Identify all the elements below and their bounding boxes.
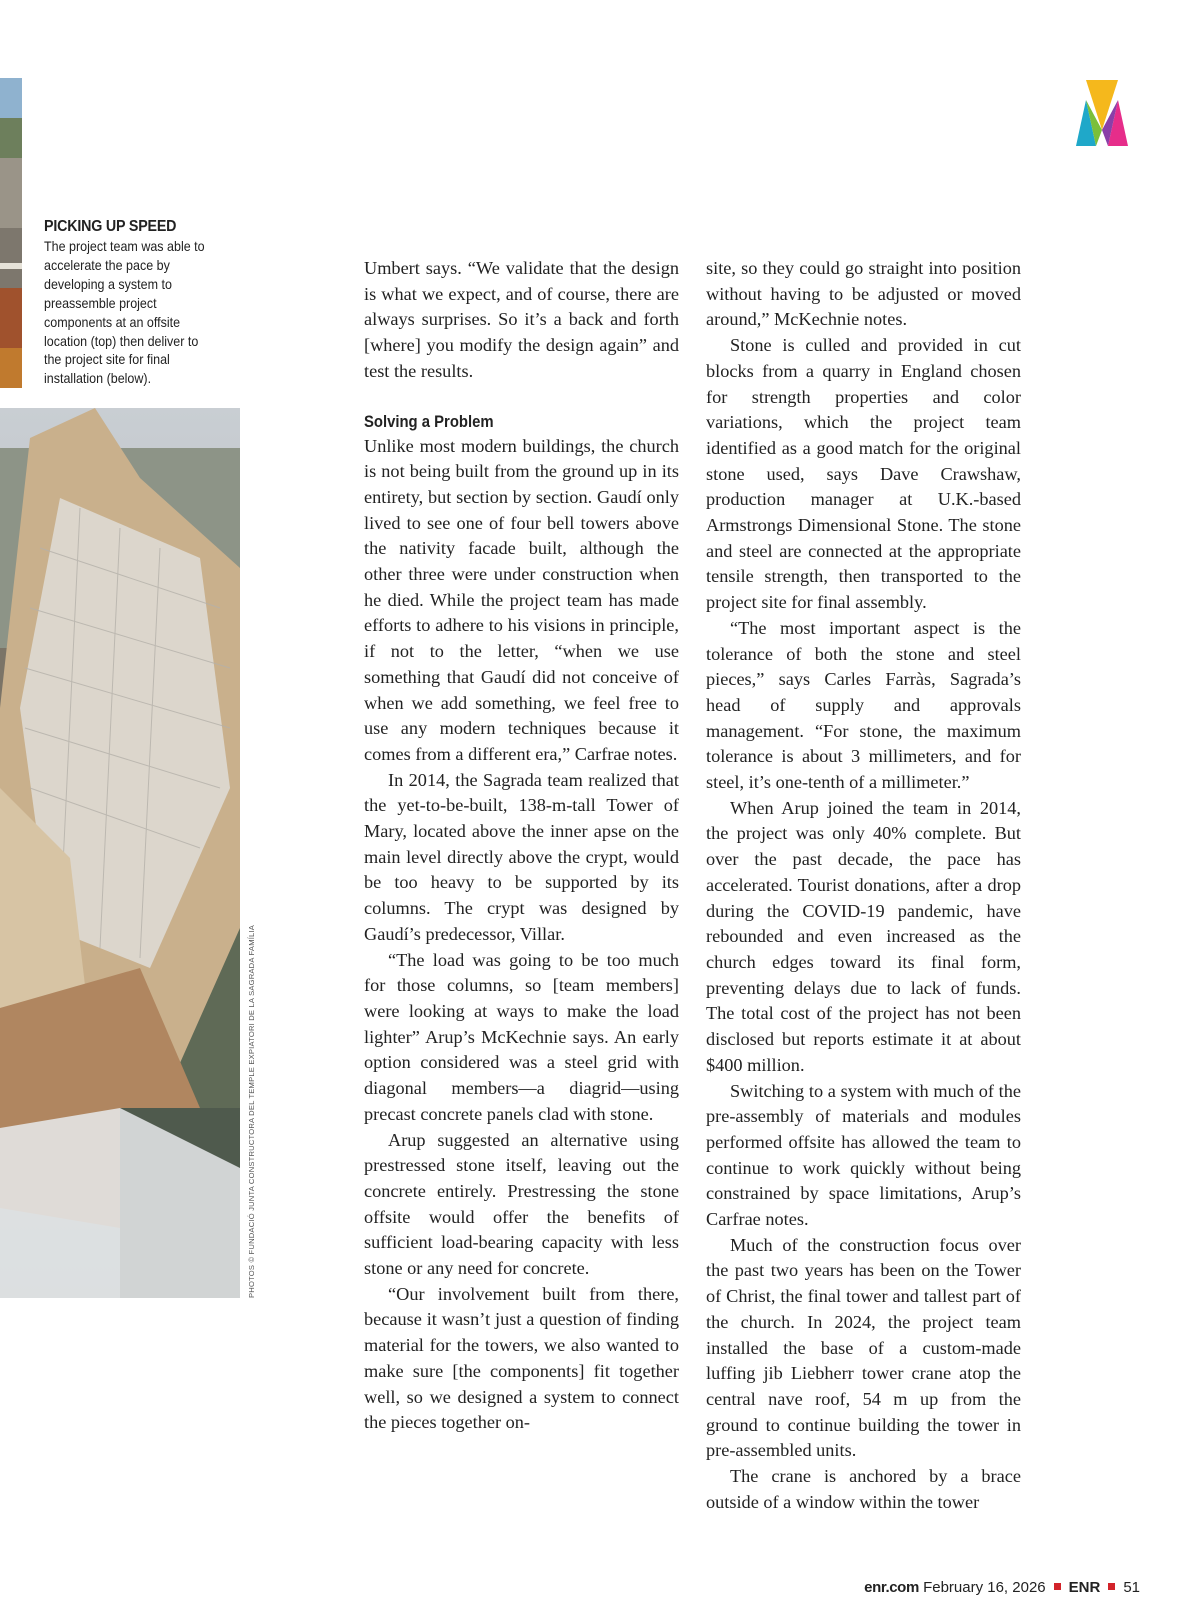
footer-site: enr.com bbox=[864, 1579, 919, 1596]
article-column-2 bbox=[706, 256, 1021, 1515]
caption-title: PICKING UP SPEED bbox=[44, 218, 177, 235]
separator-square-icon bbox=[1108, 1583, 1115, 1590]
paragraph: “Our involvement built from there, because it wasn’t just a question of finding material for the towers, we also wanted to make sure [the components] fit together well, so we designed a system to connect the pieces together on- bbox=[364, 1283, 679, 1433]
paragraph: Arup suggested an alternative using prestressed stone itself, leaving out the concrete entirely. Prestressing the stone offsite would offer the benefits of sufficient load-bearing capacity with less stone or any need for concrete. bbox=[364, 1129, 679, 1279]
paragraph: Stone is culled and provided in cut blocks from a quarry in England chosen for strength properties and color variations, which the project team identified as a good match for the original stone used, says Dave Crawshaw, production manager at U.K.-based Armstrongs Dimensional Stone. The stone and steel are connected at the appropriate tensile strength, then transported to the project site for final assembly. bbox=[706, 335, 1021, 613]
subhead: Solving a Problem bbox=[364, 412, 494, 431]
photo-caption bbox=[44, 218, 214, 389]
paragraph: Unlike most modern buildings, the church is not being built from the ground up in its entirety, but section by section. Gaudí only lived to see one of four bell towers above the nativity facade built, although the other three were under construction when he died. While the project team has made efforts to adhere to his visions in principle, if not to the letter, “when we use something that Gaudí did not conceive of when we add something, we feel free to use any modern techniques because it comes from a different era,” Carfrae notes. bbox=[364, 435, 679, 764]
caption-body: The project team was able to accelerate the pace by developing a system to preassemble project components at an offsite location (top) then deliver to the project site for final installation (below). bbox=[44, 239, 205, 387]
paragraph: “The most important aspect is the tolerance of both the stone and steel pieces,” says Carles Farràs, Sagrada’s head of supply and approvals management. “For stone, the maximum tolerance is about 3 millimeters, and for steel, it’s one-tenth of a millimeter.” bbox=[706, 617, 1021, 793]
footer-magazine: ENR bbox=[1068, 1579, 1101, 1596]
separator-square-icon bbox=[1054, 1583, 1061, 1590]
paragraph: Much of the construction focus over the past two years has been on the Tower of Christ, the final tower and tallest part of the church. In 2024, the project team installed the base of a custom-made luffing jib Liebherr tower crane atop the central nave roof, 54 m up from the ground to continue building the tower in pre-assembled units. bbox=[706, 1234, 1021, 1461]
page-footer bbox=[864, 1579, 1140, 1596]
article-column-1 bbox=[364, 256, 679, 1436]
paragraph: The crane is anchored by a brace outside of a window within the tower bbox=[706, 1466, 1021, 1512]
paragraph: In 2014, the Sagrada team realized that the yet-to-be-built, 138-m-tall Tower of Mary, located above the inner apse on the main level directly above the crypt, would be too heavy to be supported by its columns. The crypt was designed by Gaudí’s predecessor, Villar. bbox=[364, 769, 679, 944]
page-number: 51 bbox=[1123, 1579, 1140, 1596]
photo-credit: PHOTOS © FUNDACIÓ JUNTA CONSTRUCTORA DEL TEMPLE EXPIATORI DE LA SAGRADA FAMÍLIA bbox=[247, 924, 256, 1298]
section-logo-icon bbox=[1076, 80, 1128, 146]
paragraph: When Arup joined the team in 2014, the project was only 40% complete. But over the past decade, the pace has accelerated. Tourist donations, after a drop during the COVID-19 pandemic, have rebounded and even increased as the church edges toward its final form, preventing delays due to lack of funds. The total cost of the project has not been disclosed but reports estimate it at about $400 million. bbox=[706, 797, 1021, 1075]
footer-date: February 16, 2026 bbox=[923, 1579, 1046, 1596]
tower-construction-photo bbox=[0, 408, 240, 1298]
paragraph: Umbert says. “We validate that the design is what we expect, and of course, there are always surprises. So it’s a back and forth [where] you modify the design again” and test the results. bbox=[364, 258, 679, 381]
offsite-assembly-photo bbox=[0, 78, 22, 388]
paragraph: Switching to a system with much of the pre-assembly of materials and modules performed offsite has allowed the team to continue to work quickly without being constrained by space limitations, Arup’s Carfrae notes. bbox=[706, 1080, 1021, 1230]
paragraph: “The load was going to be too much for those columns, so [team members] were looking at ways to make the load lighter” Arup’s McKechnie says. An early option considered was a steel grid with diagonal members—a diagrid—using precast concrete panels clad with stone. bbox=[364, 949, 679, 1124]
paragraph: site, so they could go straight into position without having to be adjusted or moved around,” McKechnie notes. bbox=[706, 258, 1021, 330]
